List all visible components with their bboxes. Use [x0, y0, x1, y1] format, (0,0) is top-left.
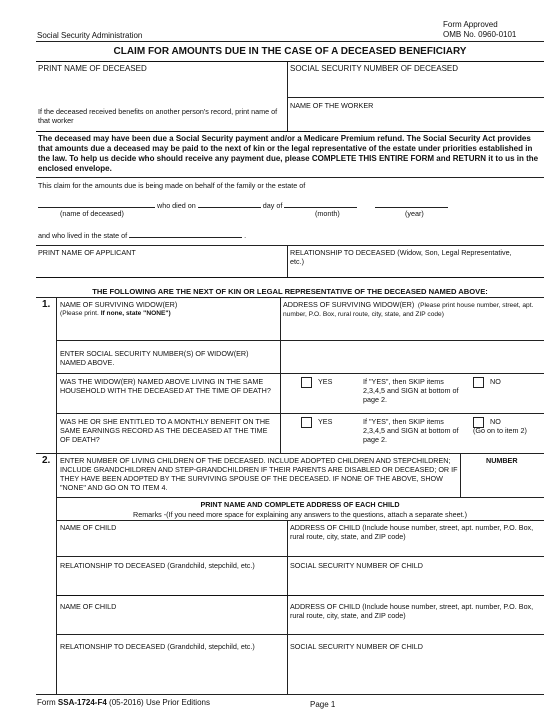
lived-in-label: and who lived in the state of — [38, 231, 128, 240]
divider — [36, 41, 544, 42]
death-month-line[interactable] — [284, 199, 357, 208]
hint-none-text: If none, state "NONE") — [100, 310, 171, 317]
divider — [36, 277, 544, 278]
divider — [460, 453, 461, 497]
living-question: WAS THE WIDOW(ER) NAMED ABOVE LIVING IN THE SAME HOUSEHOLD WITH THE DECEASED AT THE TIME OF DEATH? — [60, 377, 271, 395]
kin-heading: THE FOLLOWING ARE THE NEXT OF KIN OR LEGAL REPRESENTATIVE OF THE DECEASED NAMED ABOVE: — [92, 287, 488, 296]
divider — [56, 634, 544, 635]
claim-intro: This claim for the amounts due is being made on behalf of the family or the estate of — [38, 181, 306, 190]
divider — [287, 520, 288, 694]
period: . — [244, 231, 247, 240]
divider — [36, 245, 544, 246]
entitled-yes-label: YES — [318, 417, 333, 426]
living-yes-label: YES — [318, 377, 333, 386]
widow-ssn-label: ENTER SOCIAL SECURITY NUMBER(S) OF WIDOW(ER) NAMED ABOVE. — [60, 349, 249, 367]
state-field[interactable] — [129, 229, 242, 238]
state-line — [38, 229, 246, 240]
ssn-deceased-field[interactable] — [290, 76, 542, 96]
deceased-name-field[interactable] — [38, 76, 284, 96]
divider — [36, 694, 544, 695]
child2-name-label: NAME OF CHILD — [60, 602, 117, 611]
divider — [56, 556, 544, 557]
other-record-note: If the deceased received benefits on another person's record, print name of that worker — [38, 107, 278, 125]
child2-name-field[interactable] — [60, 612, 284, 632]
widow-address-label — [283, 300, 542, 319]
name-of-worker-label: NAME OF THE WORKER — [290, 101, 374, 110]
goto-item2-note: (Go on to item 2) — [473, 426, 527, 435]
divider — [56, 520, 544, 521]
divider — [36, 177, 544, 178]
divider — [36, 61, 544, 62]
month-caption: (month) — [315, 209, 340, 218]
print-name-deceased-label: PRINT NAME OF DECEASED — [38, 64, 147, 73]
form-edition: (05-2016) Use Prior Editions — [106, 698, 210, 707]
divider — [36, 297, 544, 298]
divider — [280, 297, 281, 453]
year-caption: (year) — [405, 209, 424, 218]
child1-name-label: NAME OF CHILD — [60, 523, 117, 532]
child2-relationship-field[interactable] — [60, 652, 284, 672]
applicant-name-field[interactable] — [38, 258, 284, 275]
form-approved-label: Form Approved — [443, 20, 498, 29]
hint-text: (Please print. — [60, 310, 101, 317]
death-year-line[interactable] — [375, 199, 448, 208]
deceased-name-line[interactable] — [38, 199, 155, 208]
widow-name-field[interactable] — [60, 320, 276, 338]
child1-name-field[interactable] — [60, 533, 284, 553]
child1-relationship-label: RELATIONSHIP TO DECEASED (Grandchild, stepchild, etc.) — [60, 561, 255, 570]
divider — [36, 131, 544, 132]
who-died-on-label: who died on — [157, 201, 196, 210]
address-title: ADDRESS OF SURVIVING WIDOW(ER) — [283, 300, 415, 309]
children-number-field[interactable] — [463, 467, 542, 495]
divider — [56, 413, 544, 414]
living-yes-checkbox[interactable] — [301, 377, 312, 388]
page-number: Page 1 — [310, 700, 336, 709]
child1-relationship-field[interactable] — [60, 571, 284, 591]
form-title: CLAIM FOR AMOUNTS DUE IN THE CASE OF A DECEASED BENEFICIARY — [113, 46, 467, 57]
omb-number: OMB No. 0960-0101 — [443, 30, 517, 39]
living-no-checkbox[interactable] — [473, 377, 484, 388]
divider — [56, 373, 544, 374]
notice-text: The deceased may have been due a Social Security payment and/or a Medicare Premium refund. The Social Security Act provides that amounts due a deceased may be paid to the next of kin or the legal representative of the estate under priorities established in the law. To help us decide who should receive any payment due, please COMPLETE THIS ENTIRE FORM and RETURN it to us in the enclosed envelope. — [38, 134, 539, 173]
number-label: NUMBER — [486, 456, 518, 465]
divider — [287, 245, 288, 277]
applicant-relationship-label: RELATIONSHIP TO DECEASED (Widow, Son, Legal Representative, etc.) — [290, 248, 512, 266]
divider — [56, 595, 544, 596]
form-prefix: Form — [37, 698, 58, 707]
ssn-deceased-label: SOCIAL SECURITY NUMBER OF DECEASED — [290, 64, 459, 73]
form-footer-id — [37, 698, 210, 708]
name-caption: (name of deceased) — [60, 209, 124, 218]
divider — [56, 497, 544, 498]
widow-name-label: NAME OF SURVIVING WIDOW(ER) — [60, 300, 178, 309]
child2-ssn-label: SOCIAL SECURITY NUMBER OF CHILD — [290, 642, 423, 651]
item-1-number: 1. — [42, 299, 51, 310]
child1-address-label: ADDRESS OF CHILD (Include house number, street, apt. number, P.O. Box, rural route, city, state, and ZIP code) — [290, 523, 534, 541]
children-instructions: ENTER NUMBER OF LIVING CHILDREN OF THE DECEASED. INCLUDE ADOPTED CHILDREN AND STEPCHILDREN; INCLUDE GRANDCHILDREN AND STEP-GRANDCHILDREN IF THEIR PARENTS ARE DISABLED OR DECEASED; OR IF THEY HAVE BEEN ADOPTED BY THE SURVIVING SPOUSE OF THE DECEASED. IF NONE OF THE ABOVE, SHOW "NONE" AND GO ON TO ITEM 4. — [60, 456, 458, 492]
living-if-yes-note: If "YES", then SKIP items 2,3,4,5 and SIGN at bottom of page 2. — [363, 377, 459, 404]
divider — [36, 453, 544, 454]
child1-ssn-field[interactable] — [290, 571, 542, 591]
entitled-yes-checkbox[interactable] — [301, 417, 312, 428]
death-day-line[interactable] — [198, 199, 261, 208]
child2-relationship-label: RELATIONSHIP TO DECEASED (Grandchild, stepchild, etc.) — [60, 642, 255, 651]
divider — [56, 340, 544, 341]
widow-address-field[interactable] — [283, 320, 542, 338]
child-heading: PRINT NAME AND COMPLETE ADDRESS OF EACH CHILD — [200, 500, 400, 509]
form-id: SSA-1724-F4 — [57, 698, 107, 707]
day-of-label: day of — [262, 201, 283, 210]
item-2-number: 2. — [42, 455, 51, 466]
agency-name: Social Security Administration — [37, 31, 143, 40]
worker-name-field[interactable] — [290, 111, 542, 129]
entitled-no-label: NO — [490, 417, 501, 426]
widow-name-hint — [60, 310, 171, 317]
child2-address-label: ADDRESS OF CHILD (Include house number, street, apt. number, P.O. Box, rural route, city, state, and ZIP code) — [290, 602, 534, 620]
living-no-label: NO — [490, 377, 501, 386]
address-hint: (Please print house number, street, apt. number, P.O. Box, rural route, city, state, and ZIP code) — [283, 302, 534, 318]
widow-ssn-field[interactable] — [283, 343, 542, 369]
entitled-question: WAS HE OR SHE ENTITLED TO A MONTHLY BENEFIT ON THE SAME EARNINGS RECORD AS THE DECEASED AT THE TIME OF DEATH? — [60, 417, 270, 444]
remarks-note: Remarks -(If you need more space for explaining any answers to the questions, attach a separate sheet.) — [133, 510, 467, 519]
child1-ssn-label: SOCIAL SECURITY NUMBER OF CHILD — [290, 561, 423, 570]
divider — [287, 97, 544, 98]
print-name-applicant-label: PRINT NAME OF APPLICANT — [38, 248, 136, 257]
child2-ssn-field[interactable] — [290, 652, 542, 672]
entitled-if-yes-note: If "YES", then SKIP items 2,3,4,5 and SIGN at bottom of page 2. — [363, 417, 459, 444]
